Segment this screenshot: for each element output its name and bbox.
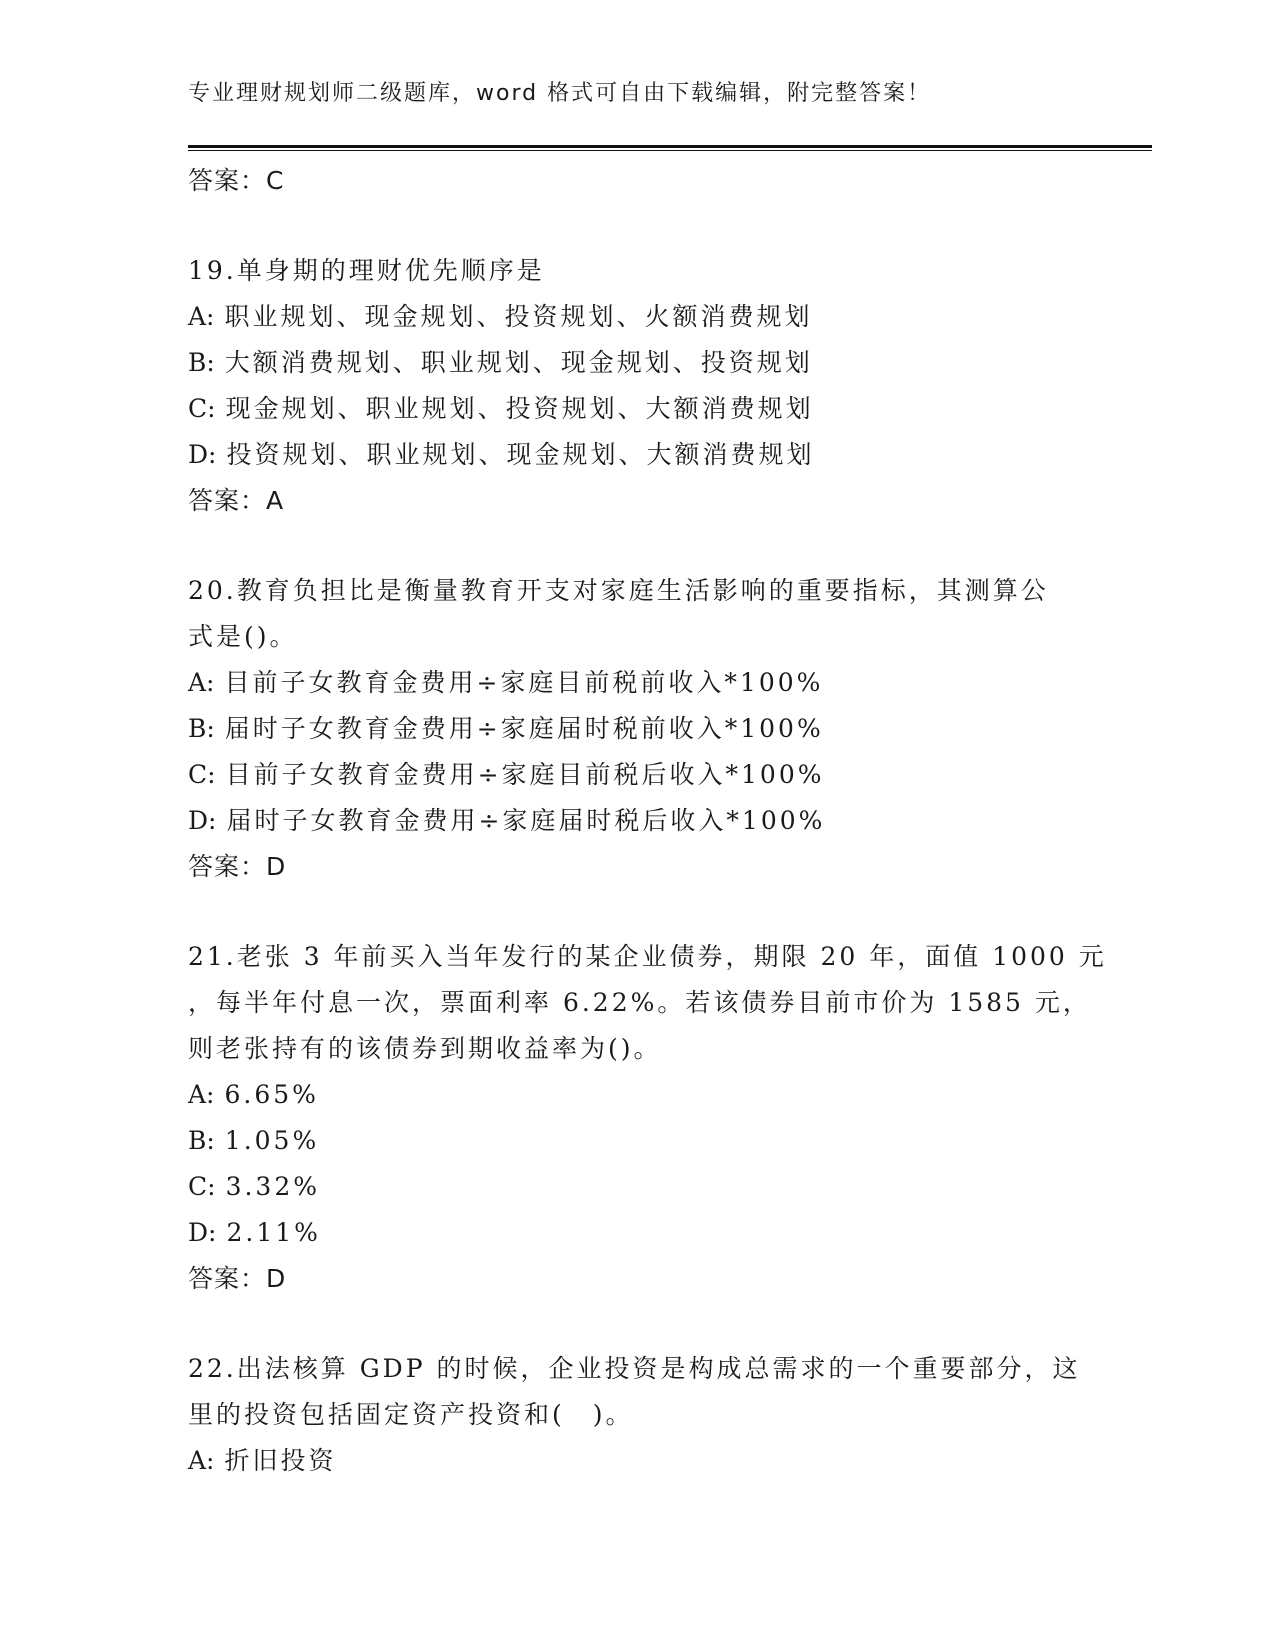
question-block (188, 248, 1088, 524)
answer-line: 答案：D (188, 852, 287, 881)
option-text: 现金规划、职业规划、投资规划、大额消费规划 (225, 394, 814, 423)
option-prefix: A: (188, 1446, 215, 1475)
header-rule-thin (188, 150, 1152, 151)
option-text: 目前子女教育金费用÷家庭目前税后收入*100% (225, 760, 825, 789)
question-block (188, 568, 1088, 890)
question-stem: 21.老张 3 年前买入当年发行的某企业债券，期限 20 年，面值 1000 元 (188, 942, 1107, 971)
answer-line: 答案：C (188, 166, 285, 195)
option-prefix: B: (188, 714, 215, 743)
option-prefix: D: (188, 440, 217, 469)
option-text: 届时子女教育金费用÷家庭届时税后收入*100% (226, 806, 826, 835)
option-a (188, 1438, 1088, 1484)
option-prefix: A: (188, 302, 215, 331)
option-text: 目前子女教育金费用÷家庭目前税前收入*100% (224, 668, 824, 697)
option-c (188, 1164, 1088, 1210)
question-stem: 20.教育负担比是衡量教育开支对家庭生活影响的重要指标，其测算公 (188, 576, 1049, 605)
question-stem: 22.出法核算 GDP 的时候，企业投资是构成总需求的一个重要部分，这 (188, 1354, 1081, 1383)
option-a (188, 660, 1088, 706)
option-prefix: D: (188, 1218, 217, 1247)
question-stem: 里的投资包括固定资产投资和( )。 (188, 1400, 634, 1429)
option-text: 大额消费规划、职业规划、现金规划、投资规划 (224, 348, 813, 377)
option-prefix: C: (188, 394, 216, 423)
option-prefix: B: (188, 348, 215, 377)
answer-line: 答案：D (188, 1264, 287, 1293)
option-text: 3.32% (225, 1172, 320, 1201)
option-text: 6.65% (224, 1080, 319, 1109)
option-b (188, 340, 1088, 386)
question-block (188, 934, 1107, 1302)
question-stem: 式是()。 (188, 622, 298, 651)
question-stem: 则老张持有的该债券到期收益率为()。 (188, 1034, 662, 1063)
option-d (188, 1210, 1088, 1256)
option-text: 投资规划、职业规划、现金规划、大额消费规划 (226, 440, 815, 469)
option-prefix: A: (188, 668, 215, 697)
question-stem: 19.单身期的理财优先顺序是 (188, 256, 545, 285)
option-b (188, 706, 1088, 752)
option-c (188, 752, 1088, 798)
option-prefix: D: (188, 806, 217, 835)
option-a (188, 1072, 1088, 1118)
option-prefix: C: (188, 760, 216, 789)
option-d (188, 432, 1088, 478)
option-d (188, 798, 1088, 844)
option-c (188, 386, 1088, 432)
option-text: 1.05% (224, 1126, 320, 1155)
option-text: 2.11% (226, 1218, 321, 1247)
option-prefix: B: (188, 1126, 215, 1155)
document-body (188, 158, 1107, 1484)
option-a (188, 294, 1088, 340)
option-prefix: C: (188, 1172, 216, 1201)
option-text: 折旧投资 (224, 1446, 337, 1475)
header-rule-thick (188, 145, 1152, 148)
question-block (188, 1346, 1088, 1484)
option-text: 职业规划、现金规划、投资规划、火额消费规划 (224, 302, 813, 331)
option-b (188, 1118, 1088, 1164)
option-text: 届时子女教育金费用÷家庭届时税前收入*100% (224, 714, 824, 743)
option-prefix: A: (188, 1080, 215, 1109)
page-header: 专业理财规划师二级题库，word 格式可自由下载编辑，附完整答案！ (188, 81, 932, 106)
question-stem: ，每半年付息一次，票面利率 6.22%。若该债券目前市价为 1585 元， (188, 988, 1091, 1017)
answer-line: 答案：A (188, 486, 285, 515)
